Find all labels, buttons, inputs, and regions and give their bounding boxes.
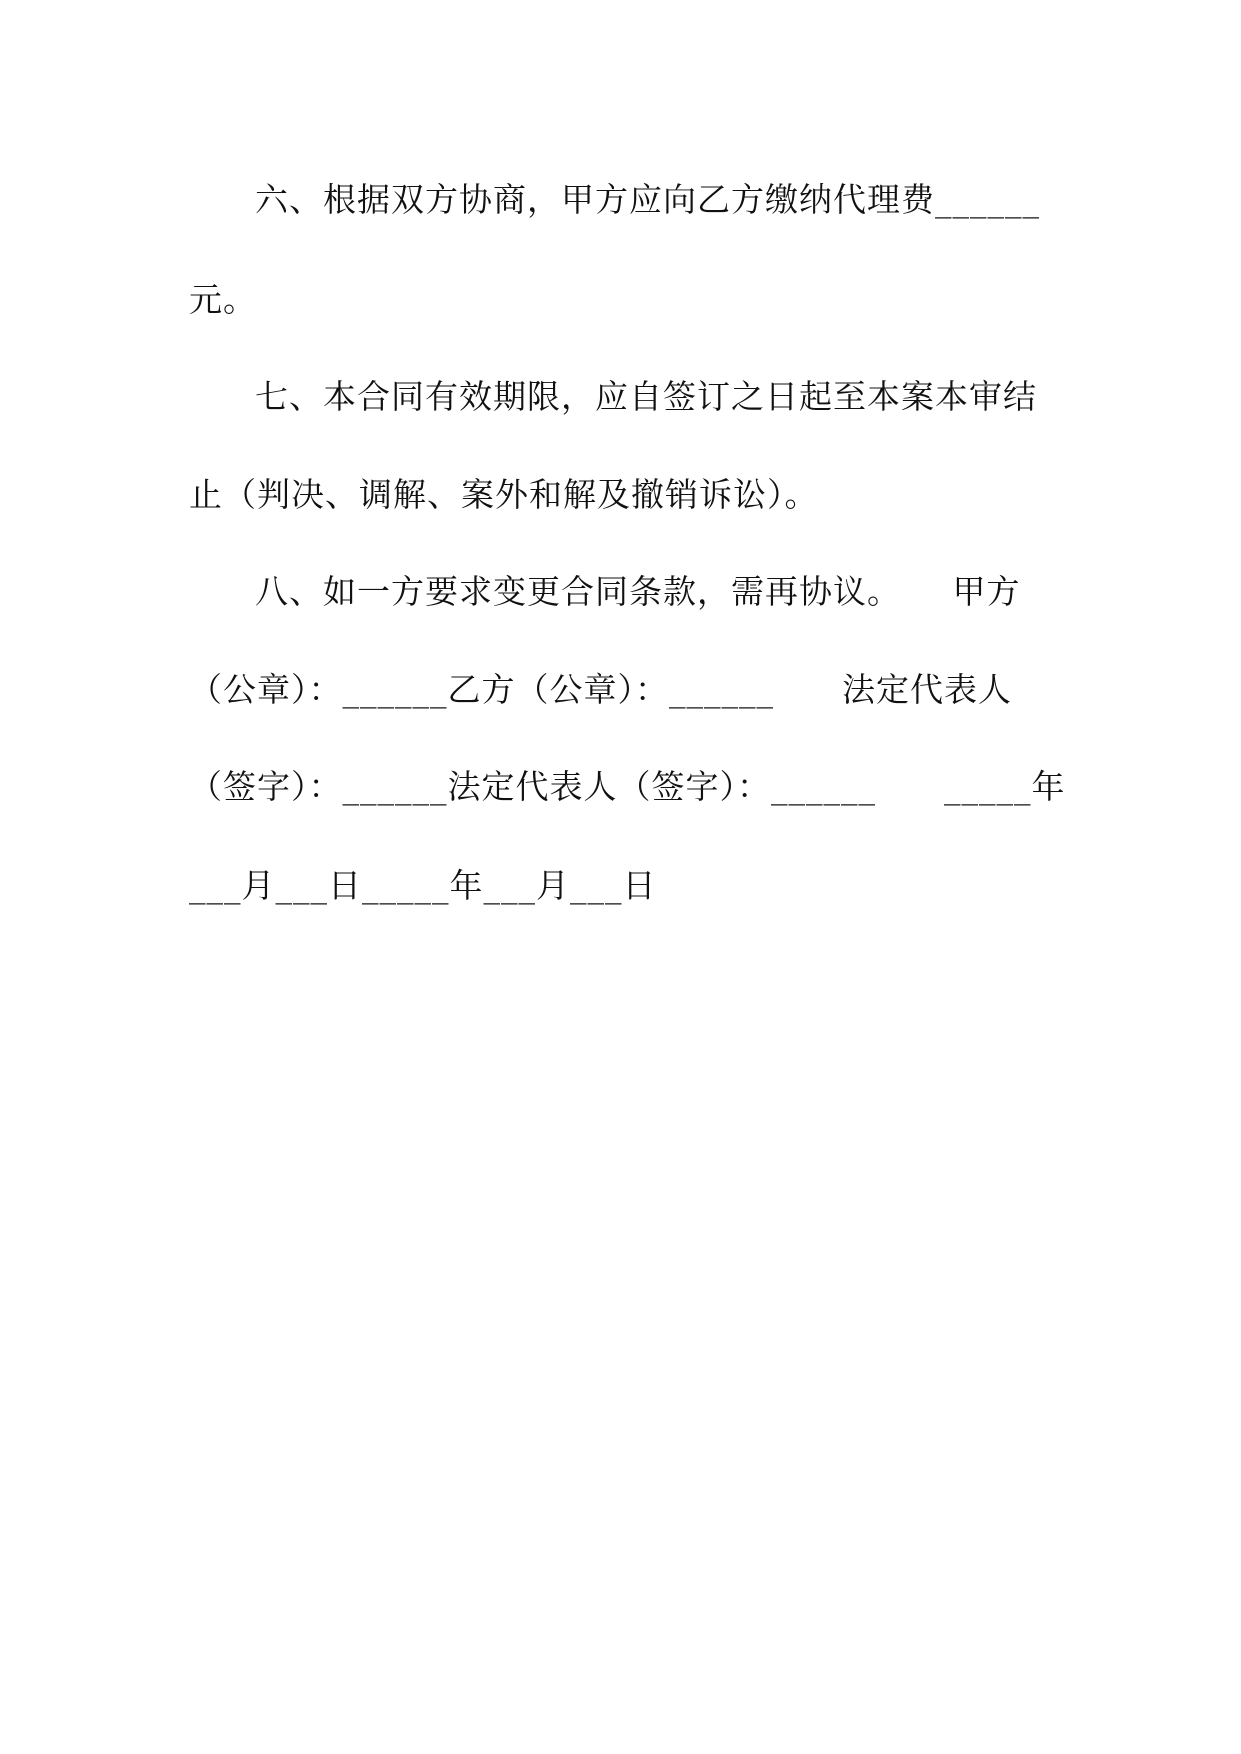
- clause-6-continuation: 元。: [189, 280, 257, 319]
- clause-7-continuation: 止（判决、调解、案外和解及撤销诉讼）。: [189, 475, 819, 514]
- clause-8-text: 八、如一方要求变更合同条款，需再协议。 甲方: [255, 572, 1021, 611]
- seal-line: （公章）：______乙方（公章）：______ 法定代表人: [189, 670, 1012, 709]
- signature-line: （签字）：______法定代表人（签字）：______ _____年: [189, 767, 1066, 806]
- clause-6-text: 六、根据双方协商，甲方应向乙方缴纳代理费______: [255, 180, 1040, 219]
- date-line: ___月___日_____年___月___日: [189, 866, 657, 905]
- clause-7-text: 七、本合同有效期限，应自签订之日起至本案本审结: [255, 377, 1037, 416]
